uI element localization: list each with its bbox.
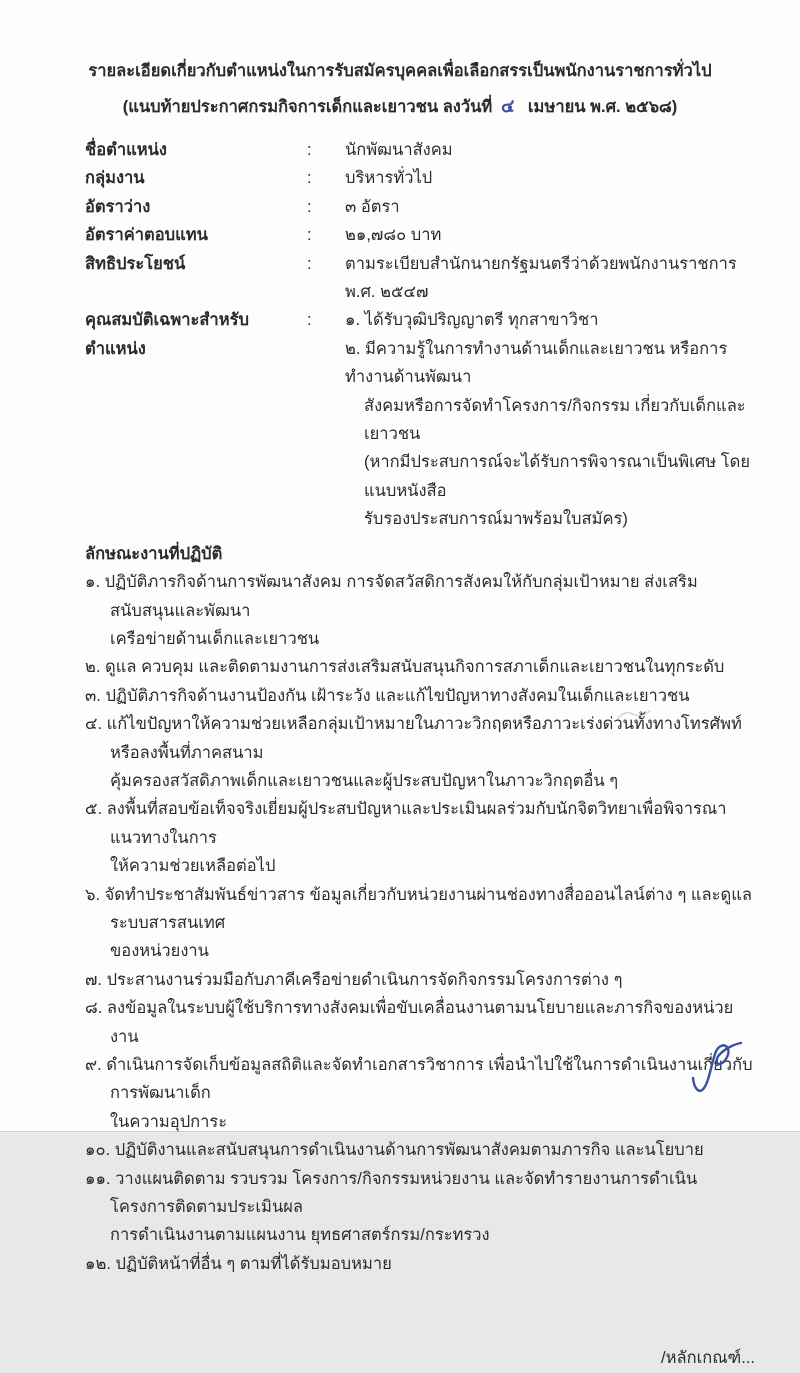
field-row-qualifications (85, 306, 755, 533)
task-line: ๓. ปฏิบัติภารกิจด้านงานป้องกัน เฝ้าระวัง และแก้ไขปัญหาทางสังคมในเด็กและเยาวชน (85, 686, 690, 705)
field-value: บริหารทั่วไป (345, 169, 433, 188)
field-value-multiline (345, 306, 755, 533)
task-item-9 (85, 1051, 755, 1136)
task-item-4 (85, 710, 755, 795)
task-line: ๑๐. ปฏิบัติงานและสนับสนุนการดำเนินงานด้านการพัฒนาสังคมตามภารกิจ และนโยบาย (85, 1141, 704, 1160)
field-row-vacancies (85, 193, 755, 221)
task-line: ๑๒. ปฏิบัติหน้าที่อื่น ๆ ตามที่ได้รับมอบหมาย (85, 1254, 392, 1273)
field-colon: : (307, 311, 312, 330)
qualification-line: (หากมีประสบการณ์จะได้รับการพิจารณาเป็นพิเศษ โดยแนบหนังสือ (364, 453, 751, 500)
field-label: คุณสมบัติเฉพาะสำหรับตำแหน่ง (85, 311, 249, 358)
task-line: ๙. ดำเนินการจัดเก็บข้อมูลสถิติและจัดทำเอกสารวิชาการ เพื่อนำไปใช้ในการดำเนินงานเกี่ยวกับการพัฒนาเด็ก (85, 1056, 753, 1103)
field-colon: : (307, 141, 312, 159)
field-label: กลุ่มงาน (85, 169, 145, 188)
task-line: ๘. ลงข้อมูลในระบบผู้ใช้บริการทางสังคมเพื่อขับเคลื่อนงานตามนโยบายและภารกิจของหน่วยงาน (85, 999, 734, 1046)
field-colon: : (307, 226, 312, 245)
task-item-6 (85, 881, 755, 966)
duties-section-heading: ลักษณะงานที่ปฏิบัติ (85, 544, 223, 563)
field-colon: : (307, 169, 312, 188)
task-line: คุ้มครองสวัสดิภาพเด็กและเยาวชนและผู้ประสบปัญหาในภาวะวิกฤตอื่น ๆ (110, 771, 619, 790)
task-line: ๖. จัดทำประชาสัมพันธ์ข่าวสาร ข้อมูลเกี่ยวกับหน่วยงานผ่านช่องทางสื่อออนไลน์ต่าง ๆ และดูแลระบบสารสนเทศ (85, 885, 752, 932)
field-label: สิทธิประโยชน์ (85, 254, 186, 273)
task-line: ๒. ดูแล ควบคุม และติดตามงานการส่งเสริมสนับสนุนกิจการสภาเด็กและเยาวชนในทุกระดับ (85, 658, 725, 677)
field-row-position (85, 136, 755, 164)
pencil-smudge-mark (616, 702, 652, 730)
qualification-line: ๑. ได้รับวุฒิปริญญาตรี ทุกสาขาวิชา (345, 311, 599, 330)
next-page-marker: /หลักเกณฑ์... (661, 1349, 755, 1368)
task-line: ให้ความช่วยเหลือต่อไป (110, 857, 276, 876)
task-item-3 (85, 682, 755, 710)
task-line: ๑. ปฏิบัติภารกิจด้านการพัฒนาสังคม การจัดสวัสดิการสังคมให้กับกลุ่มเป้าหมาย ส่งเสริมสนับสนุนและพัฒนา (85, 573, 698, 620)
qualification-line: รับรองประสบการณ์มาพร้อมใบสมัคร) (364, 510, 628, 529)
task-line: ๑๑. วางแผนติดตาม รวบรวม โครงการ/กิจกรรมหน่วยงาน และจัดทำรายงานการดำเนินโครงการติดตามประเมินผล (85, 1169, 698, 1217)
field-value: ๓ อัตรา (345, 197, 400, 216)
title-line-2 (0, 89, 800, 125)
task-item-10 (85, 1136, 755, 1164)
field-row-group (85, 164, 755, 192)
field-value: นักพัฒนาสังคม (345, 141, 453, 159)
task-line: ๔. แก้ไขปัญหาให้ความช่วยเหลือกลุ่มเป้าหมายในภาวะวิกฤตหรือภาวะเร่งด่วนทั้งทางโทรศัพท์หรือลงพื้นที่ภาคสนาม (85, 715, 742, 762)
field-label: ชื่อตำแหน่ง (85, 141, 167, 159)
task-item-12 (85, 1250, 755, 1278)
handwritten-date-numeral: ๔ (500, 95, 516, 117)
field-colon: : (307, 254, 312, 273)
task-line: ในความอุปการะ (110, 1112, 228, 1131)
task-item-1 (85, 568, 755, 653)
task-line: การดำเนินงานตามแผนงาน ยุทธศาสตร์กรม/กระทรวง (110, 1226, 490, 1245)
task-line: ๗. ประสานงานร่วมมือกับภาคีเครือข่ายดำเนินการจัดกิจกรรมโครงการต่าง ๆ (85, 970, 623, 989)
task-item-8 (85, 994, 755, 1051)
task-item-7 (85, 966, 755, 994)
title-line-1: รายละเอียดเกี่ยวกับตำแหน่งในการรับสมัครบุคคลเพื่อเลือกสรรเป็นพนักงานราชการทั่วไป (88, 62, 712, 80)
title-line-2-prefix: (แนบท้ายประกาศกรมกิจการเด็กและเยาวชน ลงวันที่ (122, 98, 493, 116)
field-colon: : (307, 197, 312, 216)
title-line-2-suffix: เมษายน พ.ศ. ๒๕๖๘) (527, 98, 678, 116)
document-body (0, 136, 800, 1278)
qualification-line: สังคมหรือการจัดทำโครงการ/กิจกรรม เกี่ยวกับเด็กและเยาวชน (364, 396, 746, 444)
task-item-5 (85, 795, 755, 880)
position-fields (85, 136, 755, 534)
field-value: ตามระเบียบสำนักนายกรัฐมนตรีว่าด้วยพนักงานราชการ พ.ศ. ๒๕๔๗ (345, 254, 737, 302)
task-line: ๕. ลงพื้นที่สอบข้อเท็จจริงเยี่ยมผู้ประสบปัญหาและประเมินผลร่วมกับนักจิตวิทยาเพื่อพิจารณาแนวทางในการ (85, 800, 727, 847)
task-line: ของหน่วยงาน (110, 942, 209, 961)
task-item-11 (85, 1165, 755, 1250)
field-row-benefits (85, 250, 755, 307)
field-value: ๒๑,๗๘๐ บาท (345, 226, 442, 245)
signature-mark (686, 1036, 748, 1108)
document-title (0, 0, 800, 125)
field-label: อัตราค่าตอบแทน (85, 226, 208, 245)
task-item-2 (85, 653, 755, 681)
task-line: เครือข่ายด้านเด็กและเยาวชน (110, 629, 320, 648)
field-row-salary (85, 221, 755, 249)
field-label: อัตราว่าง (85, 197, 151, 216)
qualification-line: ๒. มีความรู้ในการทำงานด้านเด็กและเยาวชน หรือการทำงานด้านพัฒนา (345, 339, 728, 387)
duties-list (85, 568, 755, 1278)
